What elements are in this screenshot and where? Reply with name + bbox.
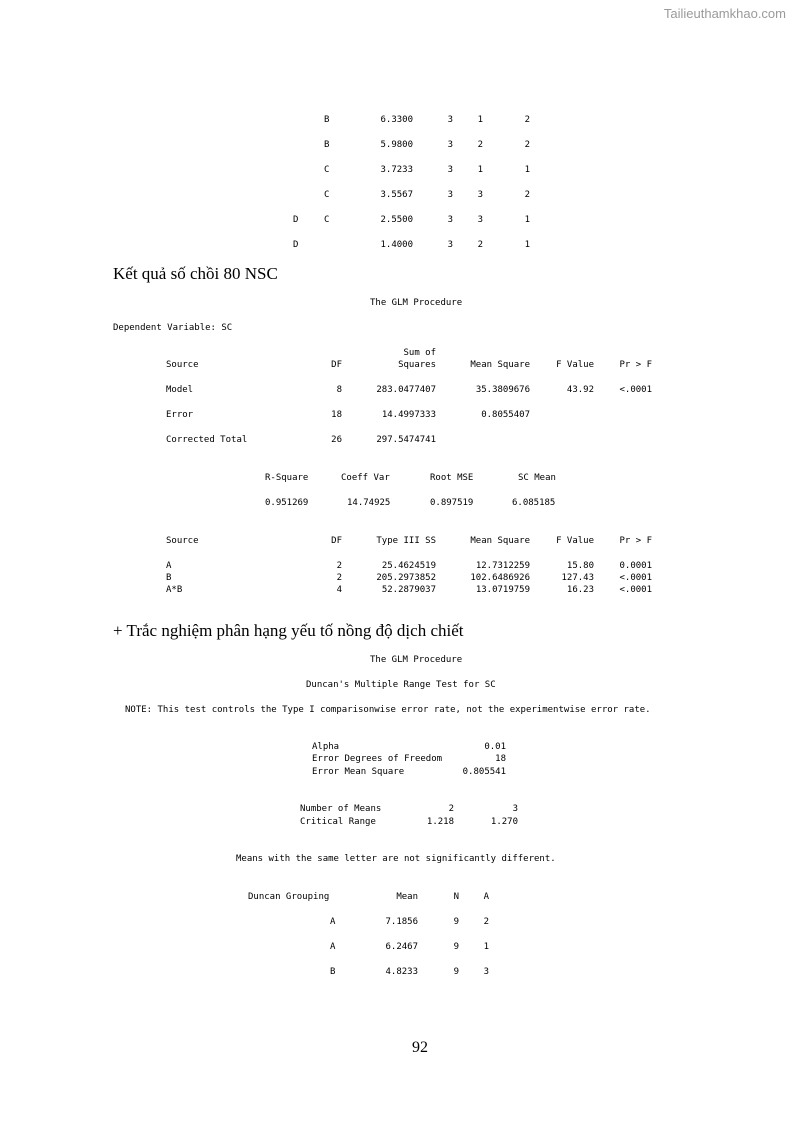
section-heading: Kết quả số chồi 80 NSC	[113, 264, 278, 283]
glm-title: The GLM Procedure	[370, 298, 463, 308]
section-heading: + Trắc nghiệm phân hạng yếu tố nồng độ dịch chiết	[113, 621, 464, 640]
glm-title: The GLM Procedure	[370, 655, 463, 665]
dependent-variable: Dependent Variable: SC	[113, 323, 233, 333]
page-number: 92	[412, 1039, 428, 1056]
note-text: NOTE: This test controls the Type I comparisonwise error rate, not the experimentwise error rate.	[125, 705, 651, 715]
duncan-subtitle: Duncan's Multiple Range Test for SC	[306, 680, 496, 690]
watermark: Tailieuthamkhao.com	[663, 6, 786, 21]
means-note: Means with the same letter are not significantly different.	[236, 854, 556, 864]
document-page: Tailieuthamkhao.com B 6.3300 3 1 2 B 5.9800 3 2 2 C 3.7233 3 1 1 C 3.5567 3 3 2 D C 2.5500 3 3 1 D 1.4000 3 2 1 Kết quả số chồi 80 NSC The GLM Procedure Dependent Variable: SC Sum of Source DF Squares Mean Square F Value Pr > F Model 8 283.0477407 35.3809676 43.92 <.0001 Error 18 14.4997333 0.8055407 Corrected Total 26 297.5474741 R-Square Coeff Var Root MSE SC Mean 0.951269 14.74925 0.897519 6.085185 Source DF Type III SS Mean Square F Value Pr > F A 2 25.4624519 12.7312259 15.80 0.0001 B 2 205.2973852 102.6486926 127.43 <.0001 A*B 4 52.2879037 13.0719759 16.23 <.0001 + Trắc nghiệm phân hạng yếu tố nồng độ dịch chiết The GLM Procedure Duncan's Multiple Range Test for SC NOTE: This test controls the Type I comparisonwise error rate, not the experimentwise error rate. Alpha 0.01 Error Degrees of Freedom 18 Error Mean Square 0.805541 Number of Means 2 3 Critical Range 1.218 1.270 Means with the same letter are not significantly different. Duncan Grouping Mean N A A 7.1856 9 2 A 6.2467 9 1 B 4.8233 9 3 92	[113, 6, 786, 1056]
